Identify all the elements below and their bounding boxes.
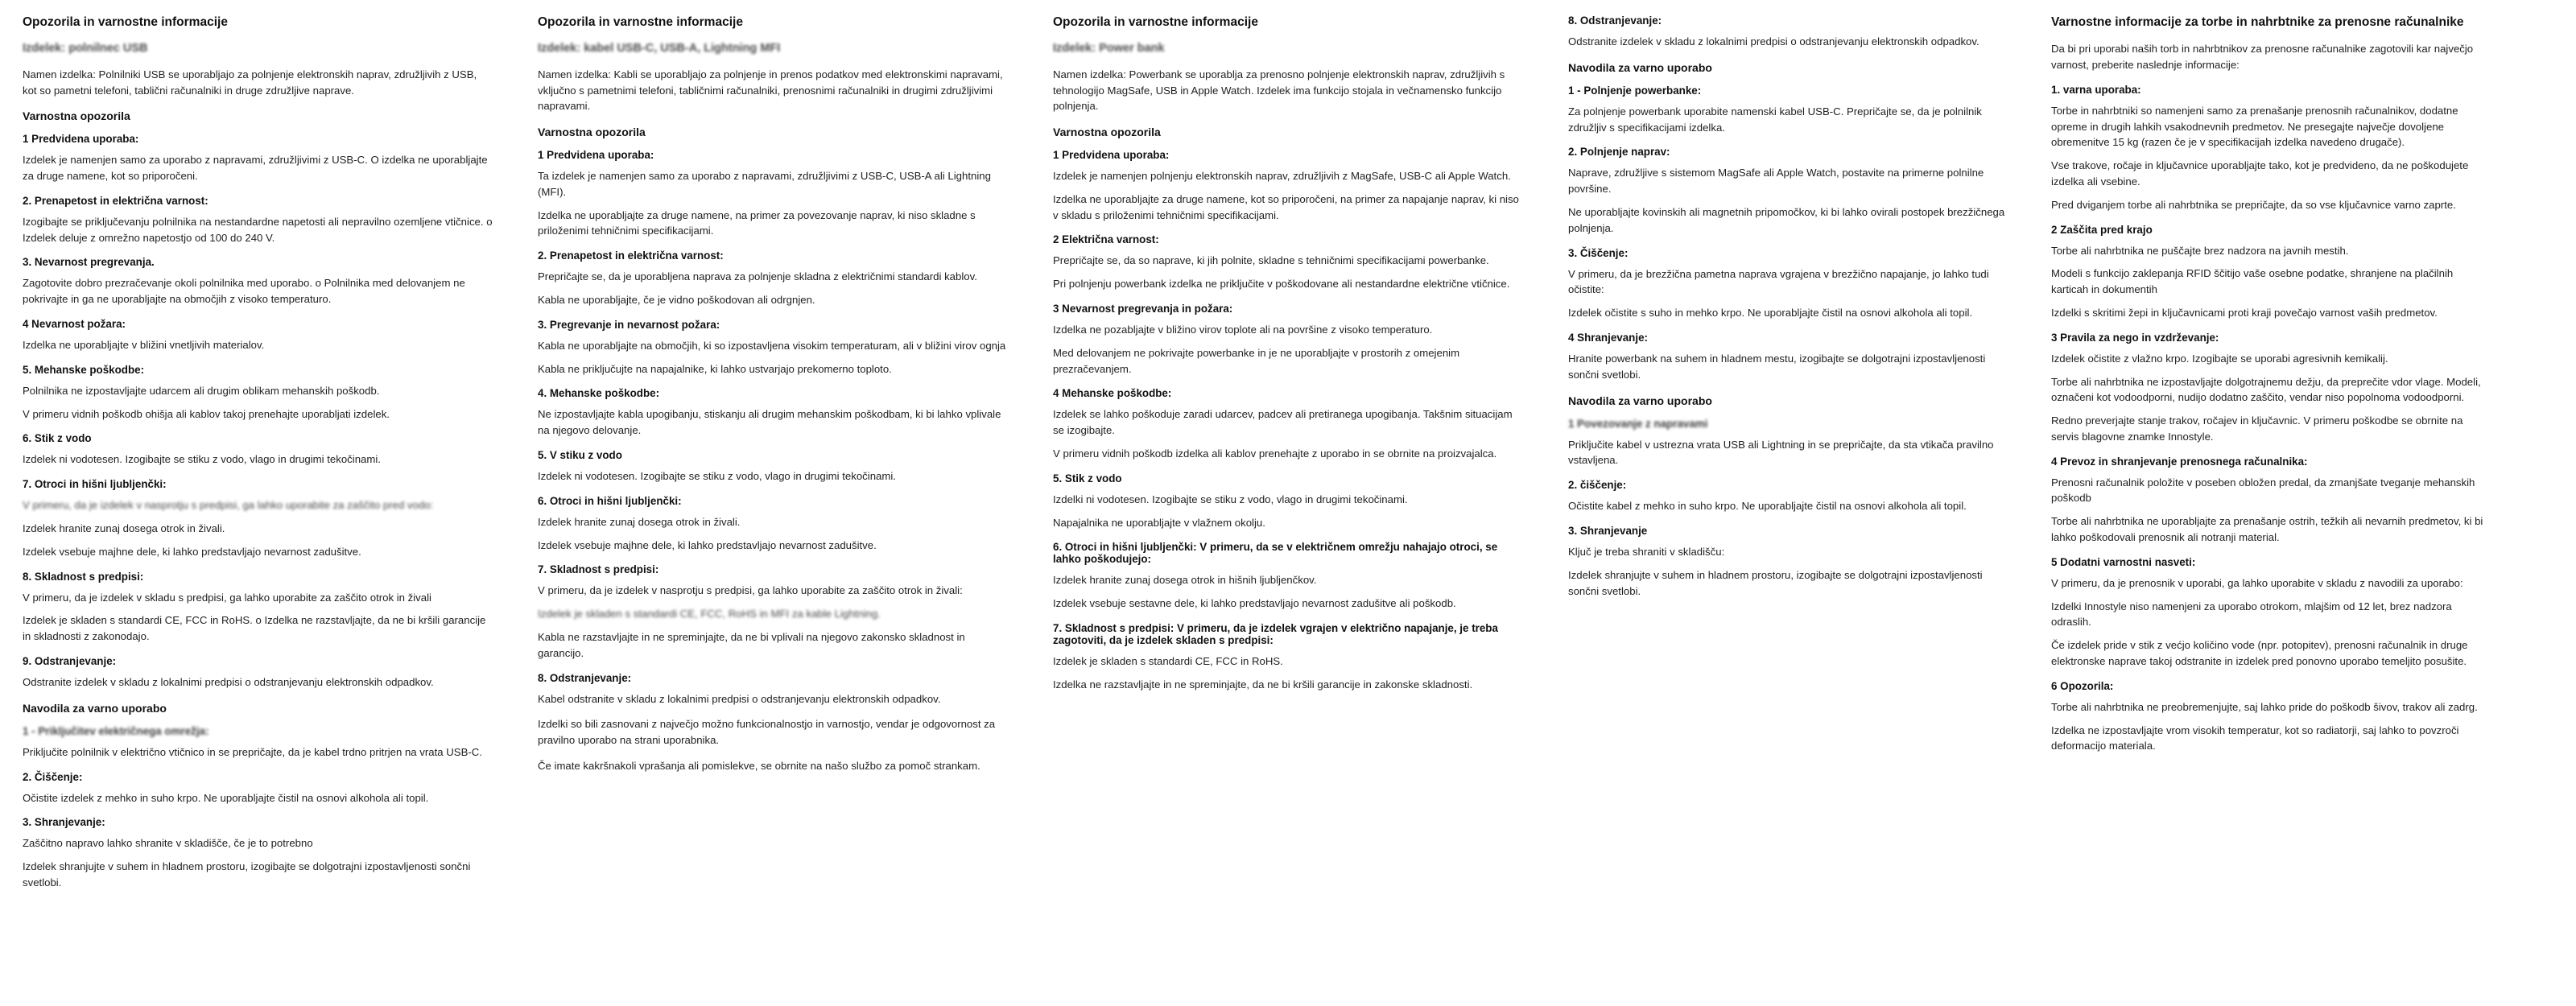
item-paragraph: Napajalnika ne uporabljajte v vlažnem okolju.: [1053, 516, 1265, 529]
item-title: 3. Shranjevanje:: [23, 816, 105, 829]
item-title: 7. Otroci in hišni ljubljenčki:: [23, 478, 167, 491]
item-title: 2. Prenapetost in električna varnost:: [538, 249, 724, 262]
item-paragraph: Izdelek vsebuje sestavne dele, ki lahko predstavljajo nevarnost zadušitve ali poškodb.: [1053, 597, 1456, 610]
item-paragraph: Ključ je treba shraniti v skladišču:: [1568, 545, 1725, 558]
section-heading-usage: Navodila za varno uporabo: [23, 701, 167, 715]
item-paragraph: Izdelek hranite zunaj dosega otrok in hišnih ljubljenčkov.: [1053, 574, 1317, 587]
item-title: 5. V stiku z vodo: [538, 449, 622, 462]
item-paragraph: Naprave, združljive s sistemom MagSafe ali Apple Watch, postavite na primerne polnilne površine.: [1568, 167, 1984, 196]
item-paragraph: V primeru, da je izdelek v skladu s predpisi, ga lahko uporabite za zaščito otrok in živali: [23, 591, 431, 604]
item-paragraph: Prepričajte se, da so naprave, ki jih polnite, skladne s tehničnimi specifikacijami powerbanke.: [1053, 254, 1489, 267]
item-title: 6. Stik z vodo: [23, 432, 92, 445]
item-paragraph: Izogibajte se priključevanju polnilnika na nestandardne napetosti ali nepravilno ozemljene vtičnice. o Izdelek deluje z omrežno napetostjo od 100 do 240 V.: [23, 215, 493, 244]
item-paragraph: Očistite izdelek z mehko in suho krpo. Ne uporabljajte čistil na osnovi alkohola ali topil.: [23, 791, 429, 804]
column-powerbank-usage: [1546, 14, 2029, 608]
item-title: 1 - Priključitev električnega omrežja:: [23, 724, 209, 737]
item-title: 5. Stik z vodo: [1053, 472, 1122, 484]
item-paragraph: Pred dviganjem torbe ali nahrbtnika se prepričajte, da so vse ključavnice varno zaprte.: [2051, 198, 2456, 211]
item-title: 3. Čiščenje:: [1568, 246, 1629, 259]
column-backpack: [2029, 14, 2512, 764]
intro-paragraph: Da bi pri uporabi naših torb in nahrbtnikov za prenosne računalnike zagotovili kar največjo varnost, preberite naslednje informacije:: [2051, 43, 2474, 71]
item-paragraph: V primeru vidnih poškodb izdelka ali kablov prenehajte z uporabo in se obrnite na proizvajalca.: [1053, 447, 1497, 460]
item-paragraph: Priključite kabel v ustrezna vrata USB ali Lightning in se prepričajte, da sta vtikača pravilno vstavljena.: [1568, 438, 1994, 467]
item-paragraph: Izdelki s skritimi žepi in ključavnicami proti kraji povečajo varnost vaših predmetov.: [2051, 306, 2438, 319]
item-paragraph: Kabla ne razstavljajte in ne spreminjajte, da ne bi vplivali na njegovo zakonsko skladnost in garancijo.: [538, 631, 965, 659]
column-powerbank: [1030, 14, 1546, 703]
item-title: 2 Zaščita pred krajo: [2051, 223, 2153, 236]
item-paragraph: Izdelka ne pozabljajte v bližino virov toplote ali na površine z visoko temperaturo.: [1053, 324, 1433, 336]
item-title: 1 Predvidena uporaba:: [1053, 149, 1170, 162]
item-paragraph: Torbe ali nahrbtnika ne puščajte brez nadzora na javnih mestih.: [2051, 244, 2349, 257]
item-paragraph: Izdelek ni vodotesen. Izogibajte se stiku z vodo, vlago in drugimi tekočinami.: [23, 453, 381, 466]
item-paragraph: Kabla ne priključujte na napajalnike, ki lahko ustvarjajo prekomerno toploto.: [538, 362, 892, 375]
item-title: 5. Mehanske poškodbe:: [23, 363, 145, 376]
item-paragraph: Prenosni računalnik položite v poseben obložen predal, da zmanjšate tveganje mehanskih poškodb: [2051, 476, 2475, 505]
item-paragraph: Zagotovite dobro prezračevanje okoli polnilnika med uporabo. o Polnilnika med delovanjem ne pokrivajte in ga ne uporabljajte na območjih z visoko temperaturo.: [23, 277, 465, 306]
item-title: 2. Polnjenje naprav:: [1568, 146, 1670, 159]
item-title: 4. Mehanske poškodbe:: [538, 387, 660, 400]
item-title: 7. Skladnost s predpisi:: [538, 563, 659, 576]
column-title: Varnostne informacije za torbe in nahrbtnike za prenosne računalnike: [2051, 15, 2464, 29]
product-name: Izdelek: kabel USB-C, USB-A, Lightning MFI: [538, 42, 781, 56]
item-paragraph: Očistite kabel z mehko in suho krpo. Ne uporabljajte čistil na osnovi alkohola ali topil.: [1568, 500, 1967, 513]
item-paragraph: Kabla ne uporabljajte, če je vidno poškodovan ali odrgnjen.: [538, 294, 815, 307]
item-title: 3 Nevarnost pregrevanja in požara:: [1053, 303, 1233, 315]
column-usb-charger: [0, 14, 515, 901]
intro-paragraph: Namen izdelka: Kabli se uporabljajo za polnjenje in prenos podatkov med elektronskimi napravami, vključno s pametnimi telefoni, tabličnimi računalniki, prenosnimi računalniki in drugimi združljivimi napravami.: [538, 68, 1003, 113]
item-paragraph: Če izdelek pride v stik z većjo količino vode (npr. potopitev), prenosni računalnik in druge elektronske naprave takoj odstranite in izdelek pred ponovno uporabo temeljito posušite.: [2051, 639, 2468, 668]
item-paragraph: Odstranite izdelek v skladu z lokalnimi predpisi o odstranjevanju elektronskih odpadkov.: [23, 676, 434, 689]
item-title: 1. varna uporaba:: [2051, 83, 2141, 96]
item-title: 6 Opozorila:: [2051, 679, 2114, 692]
item-paragraph: Izdelek shranjujte v suhem in hladnem prostoru, izogibajte se dolgotrajni izpostavljenosti sončni svetlobi.: [1568, 568, 1983, 597]
item-title: 3 Pravila za nego in vzdrževanje:: [2051, 331, 2219, 344]
item-paragraph: Torbe ali nahrbtnika ne uporabljajte za prenašanje ostrih, težkih ali nevarnih predmetov, ki bi lahko poškodovali prenosnik ali notranji material.: [2051, 515, 2483, 544]
item-title: 9. Odstranjevanje:: [23, 655, 117, 668]
item-title: 6. Otroci in hišni ljubljenčki: V primeru, da se v električnem omrežju nahajajo otroci, se lahko poškodujejo:: [1053, 541, 1498, 566]
item-title: 1 Predvidena uporaba:: [23, 133, 139, 146]
item-paragraph: V primeru, da je izdelek v nasprotju s predpisi, ga lahko uporabite za zaščito otrok in živali:: [538, 584, 963, 597]
item-title: 8. Skladnost s predpisi:: [23, 570, 144, 583]
item-paragraph: Izdelka ne uporabljajte za druge namene, kot so priporočeni, na primer za napajanje naprav, ki niso v skladu s priloženimi tehničnimi specifikacijami.: [1053, 192, 1519, 221]
intro-paragraph: Namen izdelka: Polnilniki USB se uporabljajo za polnjenje elektronskih naprav, združljivih z USB, kot so pametni telefoni, tablični računalniki in druge združljive naprave.: [23, 68, 477, 97]
item-paragraph: Izdelka ne razstavljajte in ne spreminjajte, da ne bi kršili garancije in zakonske skladnosti.: [1053, 678, 1473, 691]
item-paragraph: Izdelek vsebuje majhne dele, ki lahko predstavljajo nevarnost zadušitve.: [23, 545, 361, 558]
item-paragraph: Izdelek očistite s suho in mehko krpo. Ne uporabljajte čistil na osnovi alkohola ali topil.: [1568, 307, 1973, 320]
item-paragraph: Ta izdelek je namenjen samo za uporabo z napravami, združljivimi z USB-C, USB-A ali Lightning (MFI).: [538, 170, 991, 198]
item-paragraph: Modeli s funkcijo zaklepanja RFID ščitijo vaše osebne podatke, shranjene na plačilnih karticah in dokumentih: [2051, 267, 2454, 296]
item-title: 7. Skladnost s predpisi: V primeru, da je izdelek vgrajen v električno napajanje, je treba zagotoviti, da je izdelek skladen s predpisi:: [1053, 622, 1498, 647]
item-paragraph: Med delovanjem ne pokrivajte powerbanke in je ne uporabljajte v prostorih z omejenim prezračevanjem.: [1053, 346, 1460, 375]
intro-paragraph: Namen izdelka: Powerbank se uporablja za prenosno polnjenje elektronskih naprav, združljivih s tehnologijo MagSafe, USB in Apple Watch. Izdelek ima funkcijo stojala in večnamensko funkcijo polnjenja.: [1053, 68, 1505, 113]
item-paragraph: Zaščitno napravo lahko shranite v skladišče, če je to potrebno: [23, 837, 313, 850]
section-heading-warnings: Varnostna opozorila: [23, 109, 130, 123]
footer-paragraph: Izdelki so bili zasnovani z največjo možno funkcionalnostjo in varnostjo, vendar je odgovornost za pravilno uporabo na strani uporabnika.: [538, 718, 996, 747]
item-title: 4 Nevarnost požara:: [23, 318, 126, 331]
item-paragraph: V primeru vidnih poškodb ohišja ali kablov takoj prenehajte uporabljati izdelek.: [23, 407, 390, 420]
item-paragraph: Izdelek je skladen s standardi CE, FCC in RoHS.: [1053, 655, 1283, 668]
item-paragraph: Redno preverjajte stanje trakov, ročajev in ključavnic. V primeru poškodbe se obrnite na servis blagovne znamke Innostyle.: [2051, 414, 2463, 443]
item-paragraph: V primeru, da je prenosnik v uporabi, ga lahko uporabite v skladu z navodili za uporabo:: [2051, 576, 2463, 589]
item-paragraph: Izdelek očistite z vlažno krpo. Izogibajte se uporabi agresivnih kemikalij.: [2051, 352, 2388, 365]
item-paragraph: Izdelka ne uporabljajte za druge namene, na primer za povezovanje naprav, ki niso skladne s priloženimi tehničnimi specifikacijami.: [538, 208, 976, 237]
item-title: 3. Shranjevanje: [1568, 524, 1648, 537]
item-title: 2. čiščenje:: [1568, 479, 1627, 492]
item-paragraph: V primeru, da je izdelek v nasprotju s predpisi, ga lahko uporabite za zaščito pred vodo:: [23, 499, 434, 512]
item-paragraph: Izdelek je skladen s standardi CE, FCC in RoHS. o Izdelka ne razstavljajte, da ne bi kršili garancije in skladnosti z zakonodajo.: [23, 614, 486, 643]
item-title: 1 Povezovanje z napravami: [1568, 417, 1708, 430]
section-heading-warnings: Varnostna opozorila: [538, 126, 646, 139]
item-title: 1 - Polnjenje powerbanke:: [1568, 84, 1702, 97]
section-heading-warnings: Varnostna opozorila: [1053, 126, 1161, 139]
item-title: 8. Odstranjevanje:: [1568, 14, 1662, 27]
item-title: 4 Mehanske poškodbe:: [1053, 387, 1172, 400]
item-paragraph: Izdelek shranjujte v suhem in hladnem prostoru, izogibajte se dolgotrajni izpostavljenosti sončni svetlobi.: [23, 860, 471, 889]
item-paragraph: Prepričajte se, da je uporabljena naprava za polnjenje skladna z električnimi standardi kablov.: [538, 270, 977, 283]
item-paragraph: Odstranite izdelek v skladu z lokalnimi predpisi o odstranjevanju elektronskih odpadkov.: [1568, 35, 1979, 47]
item-title: 4 Shranjevanje:: [1568, 331, 1648, 344]
item-paragraph: Izdelek je namenjen samo za uporabo z napravami, združljivimi z USB-C. O izdelka ne uporabljajte za druge namene, kot so priporočeni.: [23, 154, 488, 183]
item-paragraph: Izdelki Innostyle niso namenjeni za uporabo otrokom, mlajšim od 12 let, brez nadzora odraslih.: [2051, 600, 2452, 629]
item-paragraph: Vse trakove, ročaje in ključavnice uporabljajte tako, kot je predvideno, da ne poškodujete izdelka ali vsebine.: [2051, 159, 2469, 188]
item-paragraph: Torbe ali nahrbtnika ne preobremenjujte, saj lahko pride do poškodb šivov, trakov ali zadrg.: [2051, 700, 2478, 713]
item-paragraph: Kabel odstranite v skladu z lokalnimi predpisi o odstranjevanju elektronskih odpadkov.: [538, 692, 941, 705]
item-title: 4 Prevoz in shranjevanje prenosnega računalnika:: [2051, 455, 2308, 468]
item-paragraph: Izdelek hranite zunaj dosega otrok in živali.: [23, 522, 225, 535]
item-title: 8. Odstranjevanje:: [538, 671, 632, 684]
section-heading-usage: Navodila za varno uporabo: [1568, 60, 1712, 74]
item-paragraph: Izdelka ne izpostavljajte vrom visokih temperatur, kot so radiatorji, saj lahko to povzroči deformacijo materiala.: [2051, 724, 2459, 752]
column-title: Opozorila in varnostne informacije: [538, 15, 743, 29]
item-paragraph: Izdelek je namenjen polnjenju elektronskih naprav, združljivih z MagSafe, USB-C ali Apple Watch.: [1053, 170, 1511, 183]
item-paragraph: Kabla ne uporabljajte na območjih, ki so izpostavljena visokim temperaturam, ali v bližini virov ognja: [538, 339, 1006, 352]
item-paragraph: Izdelek ni vodotesen. Izogibajte se stiku z vodo, vlago in drugimi tekočinami.: [538, 470, 896, 483]
section-heading-usage-2: Navodila za varno uporabo: [1568, 394, 1712, 407]
item-title: 2 Električna varnost:: [1053, 233, 1159, 246]
item-paragraph: Torbe in nahrbtniki so namenjeni samo za prenašanje prenosnih računalnikov, dodatne opreme in drugih lahkih vsakodnevnih predmetov. Ne presegajte največje dovoljene obremenitve 15 kg (razen če je v specifikacijah izdelka navedeno drugače).: [2051, 104, 2458, 149]
item-title: 1 Predvidena uporaba:: [538, 149, 654, 162]
column-title: Opozorila in varnostne informacije: [1053, 15, 1258, 29]
item-paragraph: Priključite polnilnik v električno vtičnico in se prepričajte, da je kabel trdno pritrjen na vrata USB-C.: [23, 745, 482, 758]
item-paragraph: Za polnjenje powerbank uporabite namenski kabel USB-C. Prepričajte se, da je polnilnik združljiv s specifikacijami izdelka.: [1568, 105, 1982, 134]
item-title: 2. Čiščenje:: [23, 770, 83, 783]
product-name: Izdelek: polnilnec USB: [23, 42, 148, 56]
item-paragraph: Izdelki ni vodotesen. Izogibajte se stiku z vodo, vlago in drugimi tekočinami.: [1053, 493, 1408, 505]
item-paragraph: Izdelek hranite zunaj dosega otrok in živali.: [538, 515, 741, 528]
item-paragraph: Ne uporabljajte kovinskih ali magnetnih pripomočkov, ki bi lahko ovirali postopek brezžičnega polnjenja.: [1568, 205, 2005, 234]
item-paragraph: Ne izpostavljajte kabla upogibanju, stiskanju ali drugim mehanskim poškodbam, ki bi lahko vplivale na njegovo delovanje.: [538, 408, 1001, 437]
column-cable: [515, 14, 1030, 784]
item-title: 2. Prenapetost in električna varnost:: [23, 194, 208, 207]
product-name: Izdelek: Power bank: [1053, 42, 1165, 56]
item-paragraph: Torbe ali nahrbtnika ne izpostavljajte dolgotrajnemu dežju, da preprečite vdor vlage. Modeli, označeni kot vodoodporni, nudijo dodatno zaščito, vendar niso popolnoma vodoodporni.: [2051, 375, 2481, 404]
item-paragraph: Pri polnjenju powerbank izdelka ne priključite v poškodovane ali nestandardne električne vtičnice.: [1053, 278, 1510, 291]
item-paragraph: Izdelek se lahko poškoduje zaradi udarcev, padcev ali pretiranega upogibanja. Takšnim situacijam se izogibajte.: [1053, 408, 1513, 437]
footer-paragraph: Če imate kakršnakoli vprašanja ali pomislekve, se obrnite na našo službo za pomoč strankam.: [538, 760, 980, 773]
item-paragraph: V primeru, da je brezžična pametna naprava vgrajena v brezžično napajanje, jo lahko tudi očistite:: [1568, 267, 1989, 296]
item-paragraph: Izdelka ne uporabljajte v bližini vnetljivih materialov.: [23, 339, 265, 352]
item-paragraph: Hranite powerbank na suhem in hladnem mestu, izogibajte se dolgotrajni izpostavljenosti sončni svetlobi.: [1568, 352, 1986, 381]
column-title: Opozorila in varnostne informacije: [23, 15, 228, 29]
item-title: 3. Pregrevanje in nevarnost požara:: [538, 318, 720, 331]
item-title: 5 Dodatni varnostni nasveti:: [2051, 555, 2196, 568]
item-title: 3. Nevarnost pregrevanja.: [23, 256, 155, 269]
item-paragraph: Polnilnika ne izpostavljajte udarcem ali drugim oblikam mehanskih poškodb.: [23, 384, 380, 397]
item-paragraph: Izdelek je skladen s standardi CE, FCC, RoHS in MFI za kable Lightning.: [538, 608, 881, 621]
item-paragraph: Izdelek vsebuje majhne dele, ki lahko predstavljajo nevarnost zadušitve.: [538, 538, 877, 551]
item-title: 6. Otroci in hišni ljubljenčki:: [538, 494, 682, 507]
